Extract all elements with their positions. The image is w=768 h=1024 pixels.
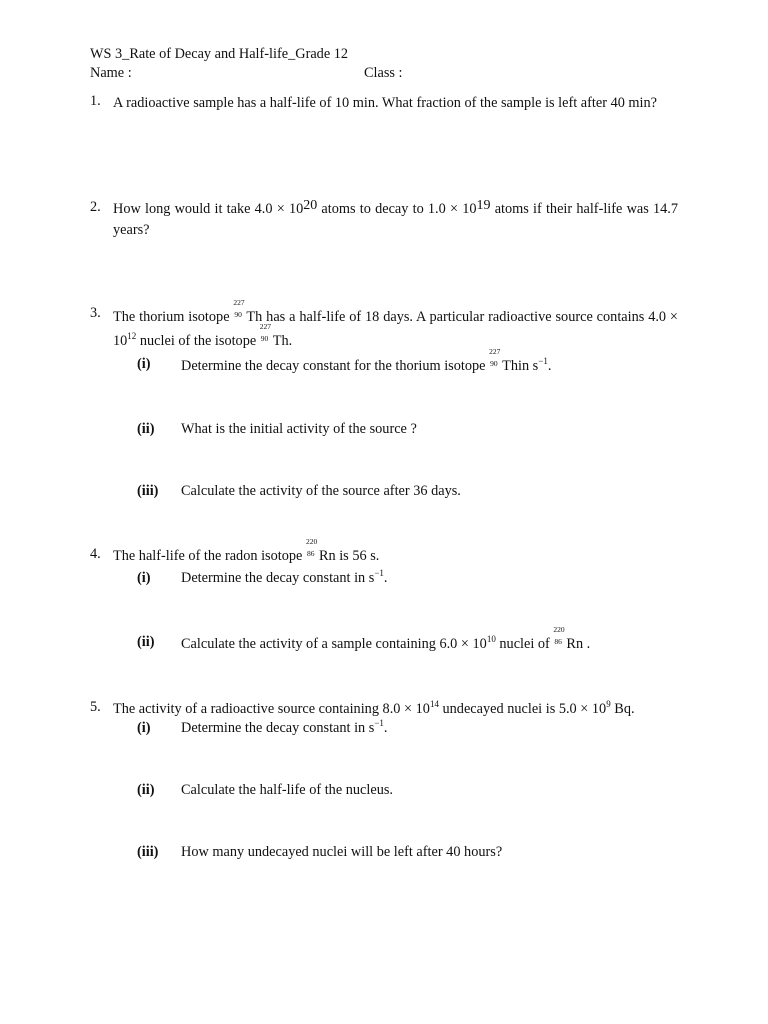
question-number: 1. [90,93,101,109]
question-number: 4. [90,546,101,562]
part-label: (iii) [137,483,159,499]
part-text: Determine the decay constant in $s^{-1}$. [181,568,388,586]
question-text: How long would it take $4.0 \times 10^{20}$ atoms to decay to $1.0 \times 10^{19}$ atoms if their half-life was 14.7 years? [113,198,679,238]
radon-isotope-notation: 220 86 [553,625,565,646]
question-number: 2. [90,199,101,215]
question-text: A radioactive sample has a half-life of 10 min. What fraction of the sample is left after 40 min? [113,95,658,111]
exponent: 10 [486,634,496,644]
exponent: 14 [429,699,439,709]
part-text: Calculate the half-life of the nucleus. [181,782,393,798]
question-number: 3. [90,305,101,321]
part-label: (i) [137,720,151,736]
part-text: How many undecayed nuclei will be left after 40 hours? [181,844,503,860]
radon-isotope-notation: 220 86 [305,537,318,558]
part-text: Determine the decay constant in $s^{-1}$. [181,718,388,736]
part-text: Calculate the activity of a sample containing $6.0 \times 10^{10}$ nuclei of 220 86 Rn . [181,625,591,652]
exponent: −1 [538,356,548,366]
exponent: −1 [374,568,384,578]
exponent: 12 [127,331,137,341]
name-label: Name : [90,65,132,81]
exponent: −1 [374,718,384,728]
thorium-isotope-notation: 227 90 [489,347,501,368]
class-label: Class : [364,65,403,81]
part-label: (i) [137,570,151,586]
part-label: (iii) [137,844,159,860]
part-label: (ii) [137,421,155,437]
exponent: 19 [476,198,491,213]
part-label: (ii) [137,782,155,798]
part-text: Calculate the activity of the source after 36 days. [181,483,461,499]
exponent: 9 [606,699,611,709]
worksheet-title: WS 3_Rate of Decay and Half-life_Grade 12 [90,46,349,62]
question-text: The activity of a radioactive source containing $8.0 \times 10^{14}$ undecayed nuclei is $5.0 \times 10^9$ Bq. [113,699,635,717]
thorium-isotope-notation: 227 90 [259,322,272,343]
question-text: The half-life of the radon isotope 220 86 Rn is 56 s. [113,537,380,564]
part-text: Determine the decay constant for the thorium isotope 227 90 Thin $s^{-1}$. [181,347,552,374]
thorium-isotope-notation: 227 90 [233,298,245,319]
exponent: 20 [303,198,318,213]
part-text: What is the initial activity of the source ? [181,421,417,437]
part-label: (i) [137,356,151,372]
part-label: (ii) [137,634,155,650]
question-text: The thorium isotope 227 90 Th has a half-life of 18 days. A particular radioactive source contains $4.0 \times 10^{12}$ nuclei of the isotope 227 90 Th. [113,298,678,349]
question-number: 5. [90,699,101,715]
